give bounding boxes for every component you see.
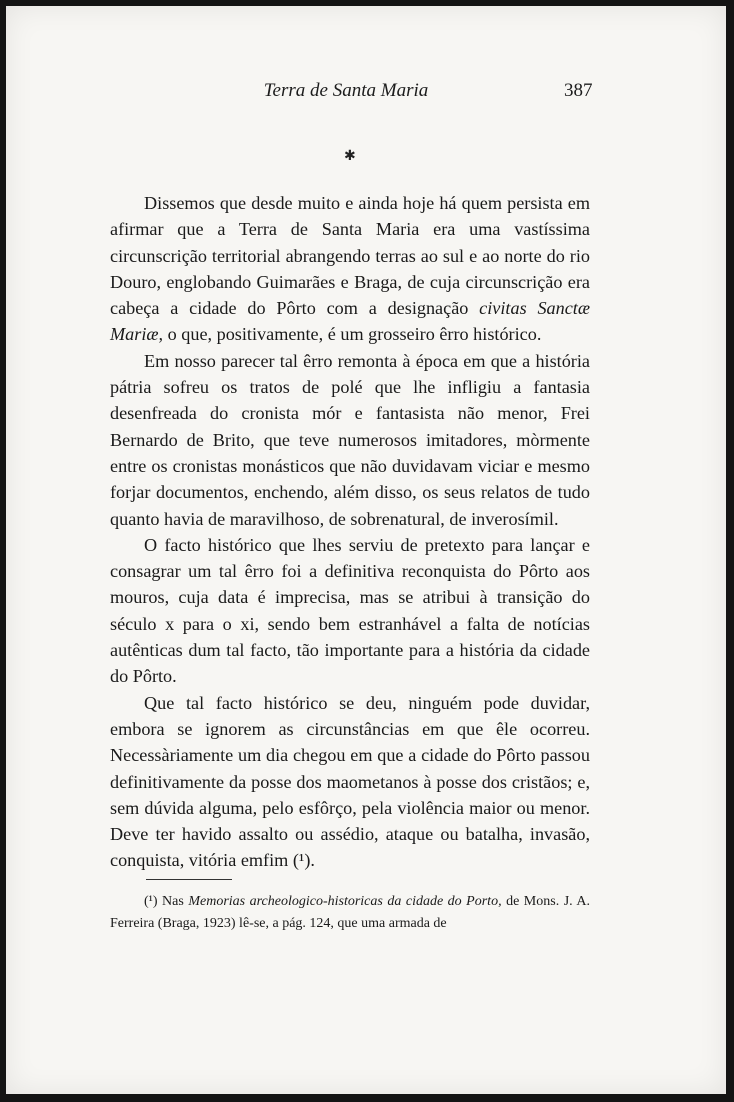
running-title: Terra de Santa Maria xyxy=(263,80,429,101)
main-text xyxy=(110,190,590,874)
paragraph-1 xyxy=(110,190,590,348)
paragraph-2: Em nosso parecer tal êrro remonta à época em que a história pátria sofreu os tratos de polé que lhe infligiu a fantasia desenfreada do cronista mór e fantasista não menor, Frei Bernardo de Brito, que teve numerosos imitadores, mòrmente entre os cronistas monásticos que não duvidavam viciar e mesmo forjar documentos, enchendo, além disso, os seus relatos de tudo quanto havia de maravilhoso, de sobrenatural, de inverosímil. xyxy=(110,350,590,529)
footnote-italic-title: Memorias archeologico-historicas da cidade do Porto, xyxy=(188,894,502,909)
footnote xyxy=(110,891,590,935)
footnote-marker: (¹) xyxy=(144,894,158,909)
paragraph-4 xyxy=(110,690,590,874)
footnote-text-b: de Mons. J. A. Ferreira (Braga, 1923) lê-se, a pág. 124, que uma armada de xyxy=(110,894,590,931)
asterisk-ornament-icon: ✱ xyxy=(344,148,356,164)
footnote-text-a: Nas xyxy=(157,894,189,909)
page-number: 387 xyxy=(564,80,593,101)
paragraph-1-italic: civitas Sanctæ Mariæ, xyxy=(110,298,590,345)
paragraph-1-text-b: o que, positivamente, é um grosseiro êrro histórico. xyxy=(163,324,542,345)
footnote-reference[interactable]: (¹) xyxy=(292,850,311,871)
paragraph-4-text: Que tal facto histórico se deu, ninguém pode duvidar, embora se ignorem as circunstâncias em que êle ocorreu. Necessàriamente um dia chegou em que a cidade do Pôrto passou definitivamente da posse dos maometanos à posse dos cristãos; e, sem dúvida alguma, pelo esfôrço, pela violência maior ou menor. Deve ter havido assalto ou assédio, ataque ou batalha, invasão, conquista, vitória emfim xyxy=(110,692,590,871)
running-header xyxy=(6,80,726,110)
footnote-paragraph xyxy=(110,891,590,935)
paragraph-3: O facto histórico que lhes serviu de pretexto para lançar e consagrar um tal êrro foi a definitiva reconquista do Pôrto aos mouros, cuja data é imprecisa, mas se atribui à transição do século x para o xi, sendo bem estranhável a falta de notícias autênticas dum tal facto, tão importante para a história da cidade do Pôrto. xyxy=(110,534,590,687)
footnote-divider xyxy=(146,879,232,880)
book-page xyxy=(6,6,726,1094)
paragraph-1-text-a: Dissemos que desde muito e ainda hoje há quem persista em afirmar que a Terra de Santa Maria era uma vastíssima circunscrição territorial abrangendo terras ao sul e ao norte do rio Douro, englobando Guimarães e Braga, de cuja circunscrição era cabeça a cidade do Pôrto com a designação xyxy=(110,193,590,319)
paragraph-4-end: . xyxy=(310,850,315,871)
